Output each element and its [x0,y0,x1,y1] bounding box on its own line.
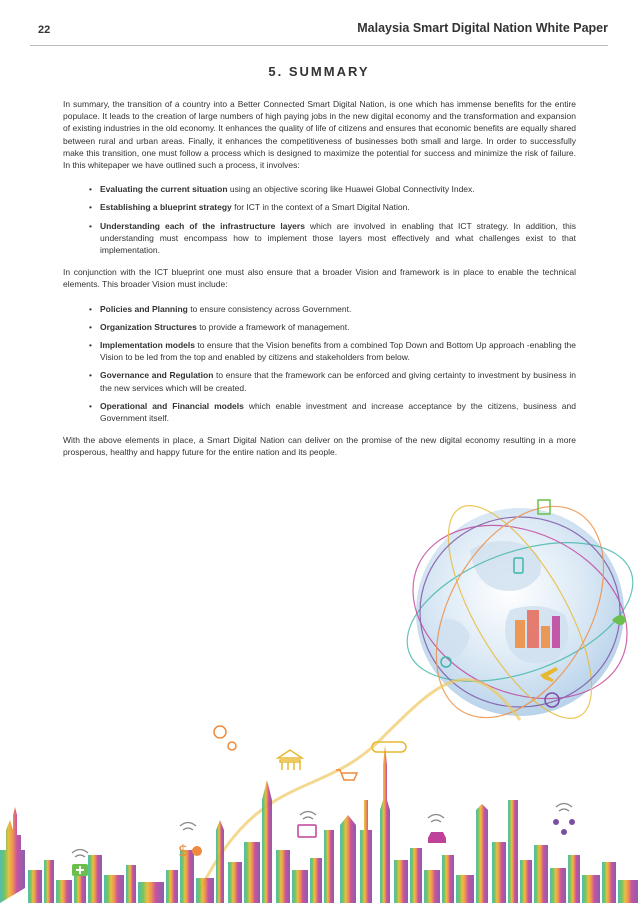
list-item-text: using an objective scoring like Huawei Global Connectivity Index. [227,184,475,195]
list-item-term: Organization Structures [100,321,197,332]
list-item: • Organization Structures to provide a framework of management. [89,321,350,332]
money-icon: $ [178,841,189,860]
conjunction-paragraph: In conjunction with the ICT blueprint one must also ensure that a broader Vision and framework is in place to enable the technical elements. This broader Vision must include: [63,267,576,290]
intro-paragraph: In summary, the transition of a country into a Better Connected Smart Digital Nation, is one which has immense benefits for the entire populace. It leads to the creation of large numbers of high paying jobs in the new digital economy and the transformation and expansion of existing industries in the old economy. It enhances the quality of life of citizens and ensures that economic benefits are equally shared between rural and urban areas. Finally, it enhances the competitiveness of businesses both small and large. In order to successfully make this transition, one must follow a process which is designed to maximize the potential for success and minimize the risk of failure. In this whitepaper we have outlined such a process, it involves: [63,99,576,171]
page-number: 22 [38,24,51,36]
document-title: Malaysia Smart Digital Nation White Paper [357,21,608,35]
list-item-text: to ensure that the Vision benefits from a combined Top Down and Bottom Up approach -enabling the Vision to be led from the top and enabled by citizens and stakeholders from below. [100,340,577,363]
list-item-term: Operational and Financial models [100,400,244,411]
car-icon [428,832,446,843]
list-item-term: Implementation models [100,340,195,351]
cart-icon [336,770,357,780]
city-skyline [0,745,638,903]
list-item-text: to ensure consistency across Government. [187,303,352,314]
smart-city-illustration [0,470,638,903]
list-item-text: for ICT in the context of a Smart Digital Nation. [231,202,410,213]
list-item-text: which enable investment and increase acceptance by the citizens, business and Government itself. [100,400,576,424]
people-network-icon [553,819,575,835]
list-item-term: Governance and Regulation [100,370,214,381]
list-item-term: Evaluating the current situation [100,184,228,195]
bank-icon [278,750,302,770]
vision-elements-list [63,303,576,425]
list-item: • Establishing a blueprint strategy for ICT in the context of a Smart Digital Nation. [89,202,410,213]
conclusion-paragraph: With the above elements in place, a Smart Digital Nation can deliver on the promise of the new digital economy resulting in a more prosperous, healthy and happy future for the entire nation and its people. [63,435,576,458]
list-item: • Evaluating the current situation using an objective scoring like Huawei Global Connectivity Index. [89,184,475,195]
section-title: 5. SUMMARY [268,64,370,79]
list-item-text: which are involved in enabling that ICT strategy. In addition, this understanding must encompass how to implement those layers most effectively and what challenges exist to that implementation. [100,220,576,256]
list-item-term: Establishing a blueprint strategy [100,202,232,213]
list-item-text: to provide a framework of management. [196,321,350,332]
laptop-icon [298,825,316,837]
gear-icon [214,726,236,750]
list-item-text: to ensure that the framework can be enforced and giving certainty to investment by business in the new services which will be created. [100,370,576,393]
list-item: • Policies and Planning to ensure consistency across Government. [89,303,352,314]
list-item: • Governance and Regulation to ensure that the framework can be enforced and giving certainty to investment by business in the new services which will be created. [89,370,576,393]
summary-content [63,98,576,471]
list-item: • Operational and Financial models which enable investment and increase acceptance by the citizens, business and Government itself. [89,400,576,424]
coins-icon [192,846,202,856]
list-item-term: Understanding each of the infrastructure layers [100,220,305,231]
list-item: • Implementation models to ensure that the Vision benefits from a combined Top Down and Bottom Up approach -enabling the Vision to be led from the top and enabled by citizens and stakeholders from below. [89,340,577,363]
list-item: • Understanding each of the infrastructure layers which are involved in enabling that ICT strategy. In addition, this understanding must encompass how to implement those layers most effectively and what challenges exist to that implementation. [89,220,576,256]
globe-group [385,477,638,746]
header-rule [30,45,608,46]
process-steps-list [63,183,576,256]
list-item-term: Policies and Planning [100,303,188,314]
